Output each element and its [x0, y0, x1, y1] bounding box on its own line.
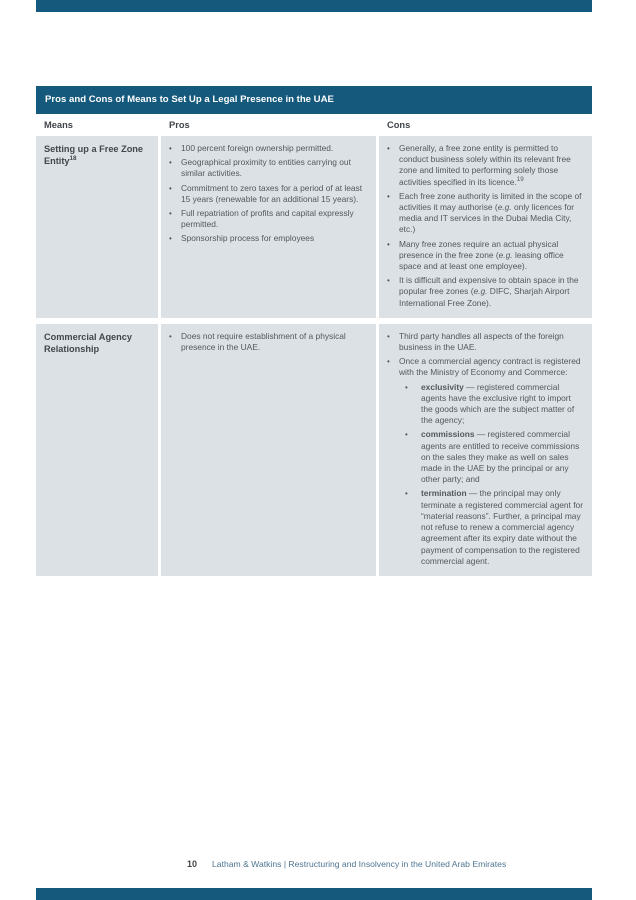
page-number: 10	[187, 859, 198, 869]
text-run: commissions	[421, 429, 475, 440]
text-run: e.g.	[497, 202, 512, 213]
text-run: Does not require establishment of a physical presence in the UAE.	[181, 330, 346, 353]
bullet-text	[181, 143, 368, 154]
text-run: Third party handles all aspects of the foreign business in the UAE.	[399, 330, 564, 353]
bullet-icon: •	[405, 382, 408, 392]
bullet-icon: •	[169, 183, 172, 193]
bullet-icon: •	[387, 331, 390, 341]
cons-cell	[379, 324, 592, 576]
bullet-item	[169, 208, 368, 230]
sub-bullet-item	[405, 429, 584, 485]
bullet-item	[169, 331, 368, 353]
bullet-text	[399, 356, 584, 378]
bullet-text	[181, 208, 368, 230]
text-run: Sponsorship process for employees	[181, 233, 315, 244]
text-run: 19	[516, 175, 524, 183]
text-run: 100 percent foreign ownership permitted.	[181, 143, 334, 153]
bullet-icon: •	[387, 191, 390, 201]
bullet-icon: •	[405, 430, 408, 440]
bullet-icon: •	[387, 276, 390, 286]
table-row	[36, 136, 592, 318]
page-footer	[187, 859, 506, 869]
sub-bullet-item	[405, 382, 584, 427]
bullet-item	[387, 356, 584, 378]
column-header-pros: Pros	[169, 120, 190, 130]
bullet-text	[399, 143, 584, 188]
bullet-text	[181, 183, 368, 205]
means-cell	[36, 324, 158, 576]
text-run: It is difficult and expensive to obtain space in the popular free zones (	[399, 275, 579, 297]
column-header-cons: Cons	[387, 120, 411, 130]
text-run: Commitment to zero taxes for a period of at least 15 years (renewable for an additional 15 years).	[181, 182, 363, 204]
bullet-icon: •	[169, 331, 172, 341]
bullet-item	[169, 233, 368, 244]
text-run: Many free zones require an actual physical presence in the free zone (	[399, 238, 559, 260]
text-run: e.g.	[473, 286, 488, 297]
pros-cell	[161, 136, 376, 318]
bullet-text	[421, 429, 584, 485]
bullet-text	[399, 331, 584, 353]
cons-list	[387, 143, 584, 309]
text-run: Geographical proximity to entities carrying out similar activities.	[181, 157, 351, 179]
text-run: termination	[421, 488, 467, 499]
bullet-item	[387, 331, 584, 353]
column-header-means: Means	[44, 120, 73, 130]
bullet-text	[181, 331, 368, 353]
bullet-item	[387, 143, 584, 188]
bullet-text	[399, 275, 584, 309]
top-accent-band	[36, 0, 592, 12]
bullet-icon: •	[405, 489, 408, 499]
bullet-text	[399, 239, 584, 273]
pros-cons-table	[36, 86, 592, 582]
bullet-item	[387, 275, 584, 309]
bullet-text	[181, 157, 368, 179]
text-run: — registered commercial agents have the exclusive right to import the goods which are the subject matter of the agency;	[421, 381, 575, 426]
table-title: Pros and Cons of Means to Set Up a Legal Presence in the UAE	[45, 94, 334, 105]
text-run: leasing office space and at least one employee).	[399, 249, 564, 272]
bullet-icon: •	[387, 239, 390, 249]
text-run: Once a commercial agency contract is registered with the Ministry of Economy and Commerce:	[399, 356, 581, 378]
text-run: 18	[69, 154, 77, 162]
bullet-text	[421, 382, 584, 427]
bullet-item	[169, 143, 368, 154]
text-run: Commercial Agency Relationship	[44, 331, 132, 354]
text-run: Setting up a Free Zone Entity	[44, 144, 144, 166]
table-header-row	[36, 114, 592, 136]
text-run: — the principal may only terminate a registered commercial agent for “material reasons”. Further, a principal may not refuse to renew a commercial agency agreement after its expiry date without the payment of compensation to the registered commercial agent.	[421, 488, 583, 566]
bottom-accent-band	[36, 888, 592, 900]
text-run: — registered commercial agents are entitled to receive commissions on the sales they make as well on sales made in the UAE by the principal or any other party; and	[421, 429, 580, 485]
pros-list	[169, 331, 368, 353]
text-run: Each free zone authority is limited in the scope of activities it may authorise (	[399, 190, 582, 213]
text-run: DIFC, Sharjah Airport International Free Zone).	[399, 286, 570, 308]
pros-cell	[161, 324, 376, 576]
bullet-icon: •	[169, 209, 172, 219]
bullet-item	[387, 191, 584, 236]
text-run: Generally, a free zone entity is permitted to conduct business solely within its relevant free zone and limited to performing solely those activities specified in its licence.	[399, 143, 571, 187]
text-run: exclusivity	[421, 381, 464, 392]
cons-list	[387, 331, 584, 567]
text-run: only licences for media and IT services in the Dubai Media City, etc.)	[399, 202, 575, 235]
text-run: Full repatriation of profits and capital expressly permitted.	[181, 208, 354, 230]
bullet-text	[421, 488, 584, 566]
bullet-icon: •	[387, 357, 390, 367]
footer-text: Latham & Watkins | Restructuring and Insolvency in the United Arab Emirates	[212, 859, 507, 869]
bullet-icon: •	[169, 234, 172, 244]
sub-bullet-item	[405, 488, 584, 566]
bullet-item	[169, 157, 368, 179]
bullet-icon: •	[169, 144, 172, 153]
table-row	[36, 324, 592, 576]
table-title-bar	[36, 86, 592, 114]
bullet-text	[399, 191, 584, 236]
bullet-icon: •	[169, 158, 172, 168]
bullet-text	[181, 233, 368, 244]
bullet-item	[387, 239, 584, 273]
bullet-icon: •	[387, 144, 390, 153]
means-cell	[36, 136, 158, 318]
text-run: e.g.	[498, 249, 513, 260]
cons-cell	[379, 136, 592, 318]
bullet-item	[169, 183, 368, 205]
table-body	[36, 136, 592, 576]
pros-list	[169, 143, 368, 245]
